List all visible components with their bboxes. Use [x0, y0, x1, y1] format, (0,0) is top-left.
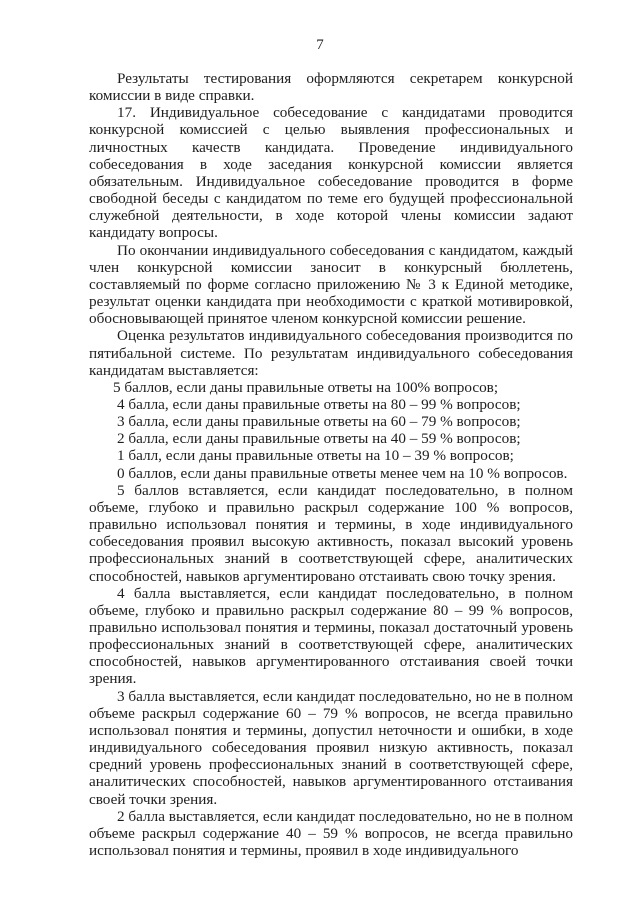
paragraph-criteria-5: 5 баллов вставляется, если кандидат последовательно, в полном объеме, глубоко и правильно раскрыл содержание 100 % вопросов, правильно использовал понятия и термины, в ходе индивидуального собеседования проявил высокую активность, показал высокий уровень профессиональных знаний в соответствующей сфере, аналитических способностей, навыков аргументировано отстаивать свою точку зрения.: [89, 481, 573, 585]
score-item-1: 1 балл, если даны правильные ответы на 10 – 39 % вопросов;: [117, 447, 514, 465]
score-item-2: 2 балла, если даны правильные ответы на 40 – 59 % вопросов;: [117, 430, 521, 448]
score-list: [89, 379, 573, 482]
page-number: 7: [316, 37, 324, 53]
score-item-0: 0 баллов, если даны правильные ответы менее чем на 10 % вопросов.: [117, 464, 568, 482]
paragraph-testing-results: Результаты тестирования оформляются секретарем конкурсной комиссии в виде справки.: [89, 70, 573, 105]
document-body: [89, 70, 573, 859]
score-item-5: 5 баллов, если даны правильные ответы на 100% вопросов;: [113, 378, 499, 396]
paragraph-ballot-entry: По окончании индивидуального собеседования с кандидатом, каждый член конкурсной комиссии заносит в конкурсный бюллетень, составляемый по форме согласно приложению № 3 к Единой методике, результат оценки кандидата при необходимости с краткой мотивировкой, обосновывающей принятое членом конкурсной комиссии решение.: [89, 241, 573, 328]
paragraph-scoring-system: Оценка результатов индивидуального собеседования производится по пятибальной системе. По результатам индивидуального собеседования кандидатам выставляется:: [89, 327, 573, 379]
paragraph-interview-section-17: 17. Индивидуальное собеседование с кандидатами проводится конкурсной комиссией с целью выявления профессиональных и личностных качеств кандидата. Проведение индивидуального собеседования в ходе заседания конкурсной комиссии является обязательным. Индивидуальное собеседование проводится в форме свободной беседы с кандидатом по теме его будущей профессиональной служебной деятельности, в ходе которой члены комиссии задают кандидату вопросы.: [89, 104, 573, 242]
paragraph-criteria-2: 2 балла выставляется, если кандидат последовательно, но не в полном объеме раскрыл содержание 40 – 59 % вопросов, не всегда правильно использовал понятия и термины, проявил в ходе индивидуального: [89, 807, 573, 860]
paragraph-criteria-4: 4 балла выставляется, если кандидат последовательно, в полном объеме, глубоко и правильно раскрыл содержание 80 – 99 % вопросов, правильно использовал понятия и термины, показал достаточный уровень профессиональных знаний в соответствующей сфере, аналитических способностей, навыков аргументированного отстаивания своей точки зрения.: [89, 584, 573, 688]
score-item-3: 3 балла, если даны правильные ответы на 60 – 79 % вопросов;: [117, 413, 521, 431]
score-item-4: 4 балла, если даны правильные ответы на 80 – 99 % вопросов;: [117, 395, 521, 413]
paragraph-criteria-3: 3 балла выставляется, если кандидат последовательно, но не в полном объеме раскрыл содержание 60 – 79 % вопросов, не всегда правильно использовал понятия и термины, допустил неточности и ошибки, в ходе индивидуального собеседования проявил низкую активность, показал средний уровень профессиональных знаний в соответствующей сфере, аналитических способностей, навыков аргументированного отстаивания своей точки зрения.: [89, 687, 573, 808]
